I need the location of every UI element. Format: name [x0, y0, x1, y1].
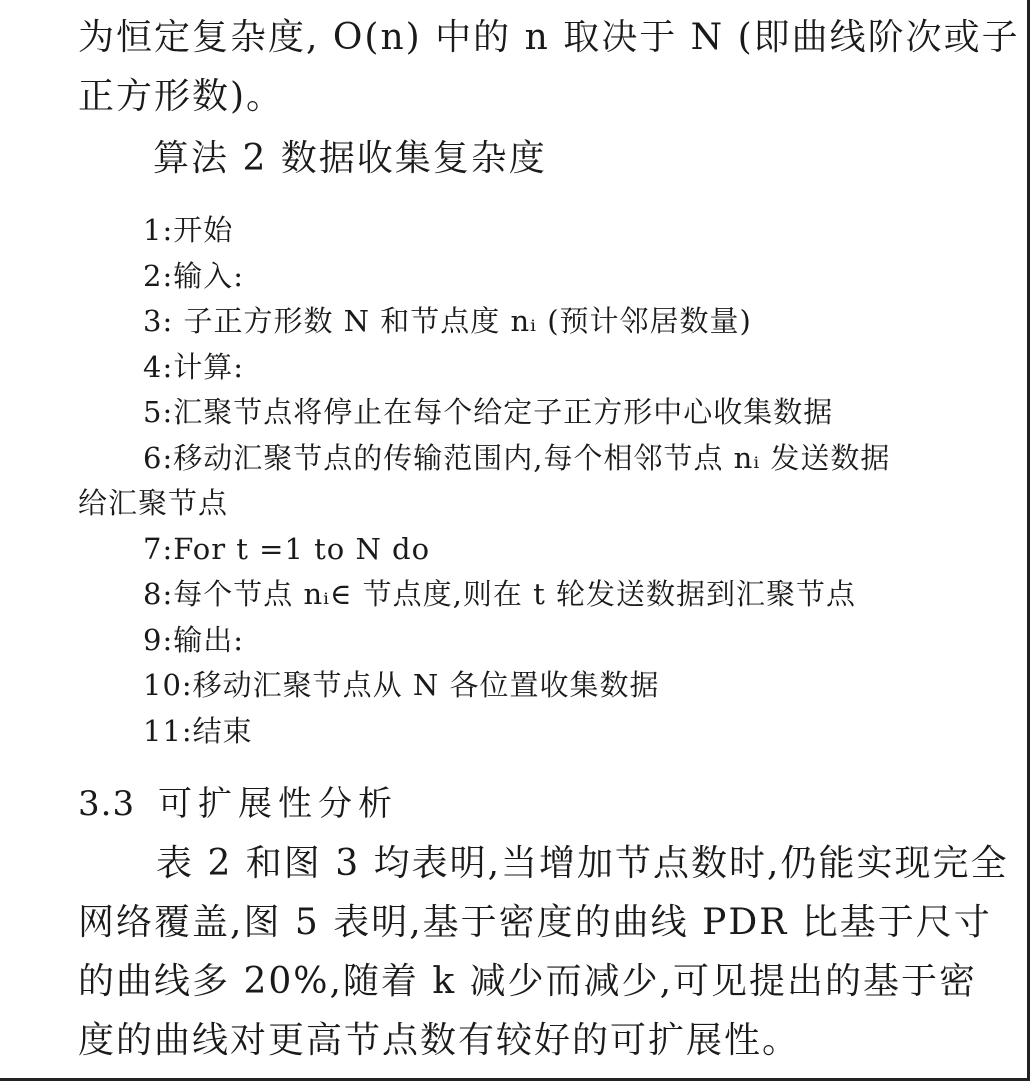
algorithm-step: 1:开始 — [143, 213, 234, 247]
section-title: 可扩展性分析 — [158, 784, 398, 824]
bottom-paragraph — [78, 834, 1009, 1070]
bottom-paragraph-line-4: 度的曲线对更高节点数有较好的可扩展性。 — [78, 1020, 801, 1061]
algorithm-step: 8:每个节点 nᵢ∈ 节点度,则在 t 轮发送数据到汇聚节点 — [143, 577, 856, 611]
algorithm-step: 10:移动汇聚节点从 N 各位置收集数据 — [143, 668, 660, 702]
algorithm-steps — [78, 208, 990, 754]
algorithm-step: 7:For t =1 to N do — [143, 531, 431, 566]
algorithm-step: 4:计算: — [143, 349, 244, 384]
bottom-paragraph-line-1: 表 2 和图 3 均表明,当增加节点数时,仍能实现完全 — [156, 843, 1009, 884]
algorithm-title: 算法 2 数据收集复杂度 — [153, 138, 547, 179]
section-number: 3.3 — [78, 784, 136, 824]
top-paragraph — [78, 8, 1020, 126]
bottom-paragraph-line-3: 的曲线多 20%,随着 k 减少而减少,可见提出的基于密 — [78, 961, 978, 1002]
algorithm-step: 3: 子正方形数 N 和节点度 nᵢ (预计邻居数量) — [143, 304, 752, 338]
algorithm-step-continuation: 给汇聚节点 — [78, 486, 229, 520]
bottom-paragraph-line-2: 网络覆盖,图 5 表明,基于密度的曲线 PDR 比基于尺寸 — [78, 902, 992, 943]
top-paragraph-line-1: 为恒定复杂度, O(n) 中的 n 取决于 N (即曲线阶次或子 — [78, 17, 1020, 58]
algorithm-step: 11:结束 — [143, 713, 253, 748]
algorithm-step: 9:输出: — [143, 622, 244, 657]
algorithm-step: 5:汇聚节点将停止在每个给定子正方形中心收集数据 — [143, 395, 834, 429]
algorithm-step: 6:移动汇聚节点的传输范围内,每个相邻节点 nᵢ 发送数据 — [143, 440, 891, 475]
top-paragraph-line-2: 正方形数)。 — [78, 76, 285, 117]
section-heading — [78, 776, 398, 832]
algorithm-step: 2:输入: — [143, 258, 244, 293]
